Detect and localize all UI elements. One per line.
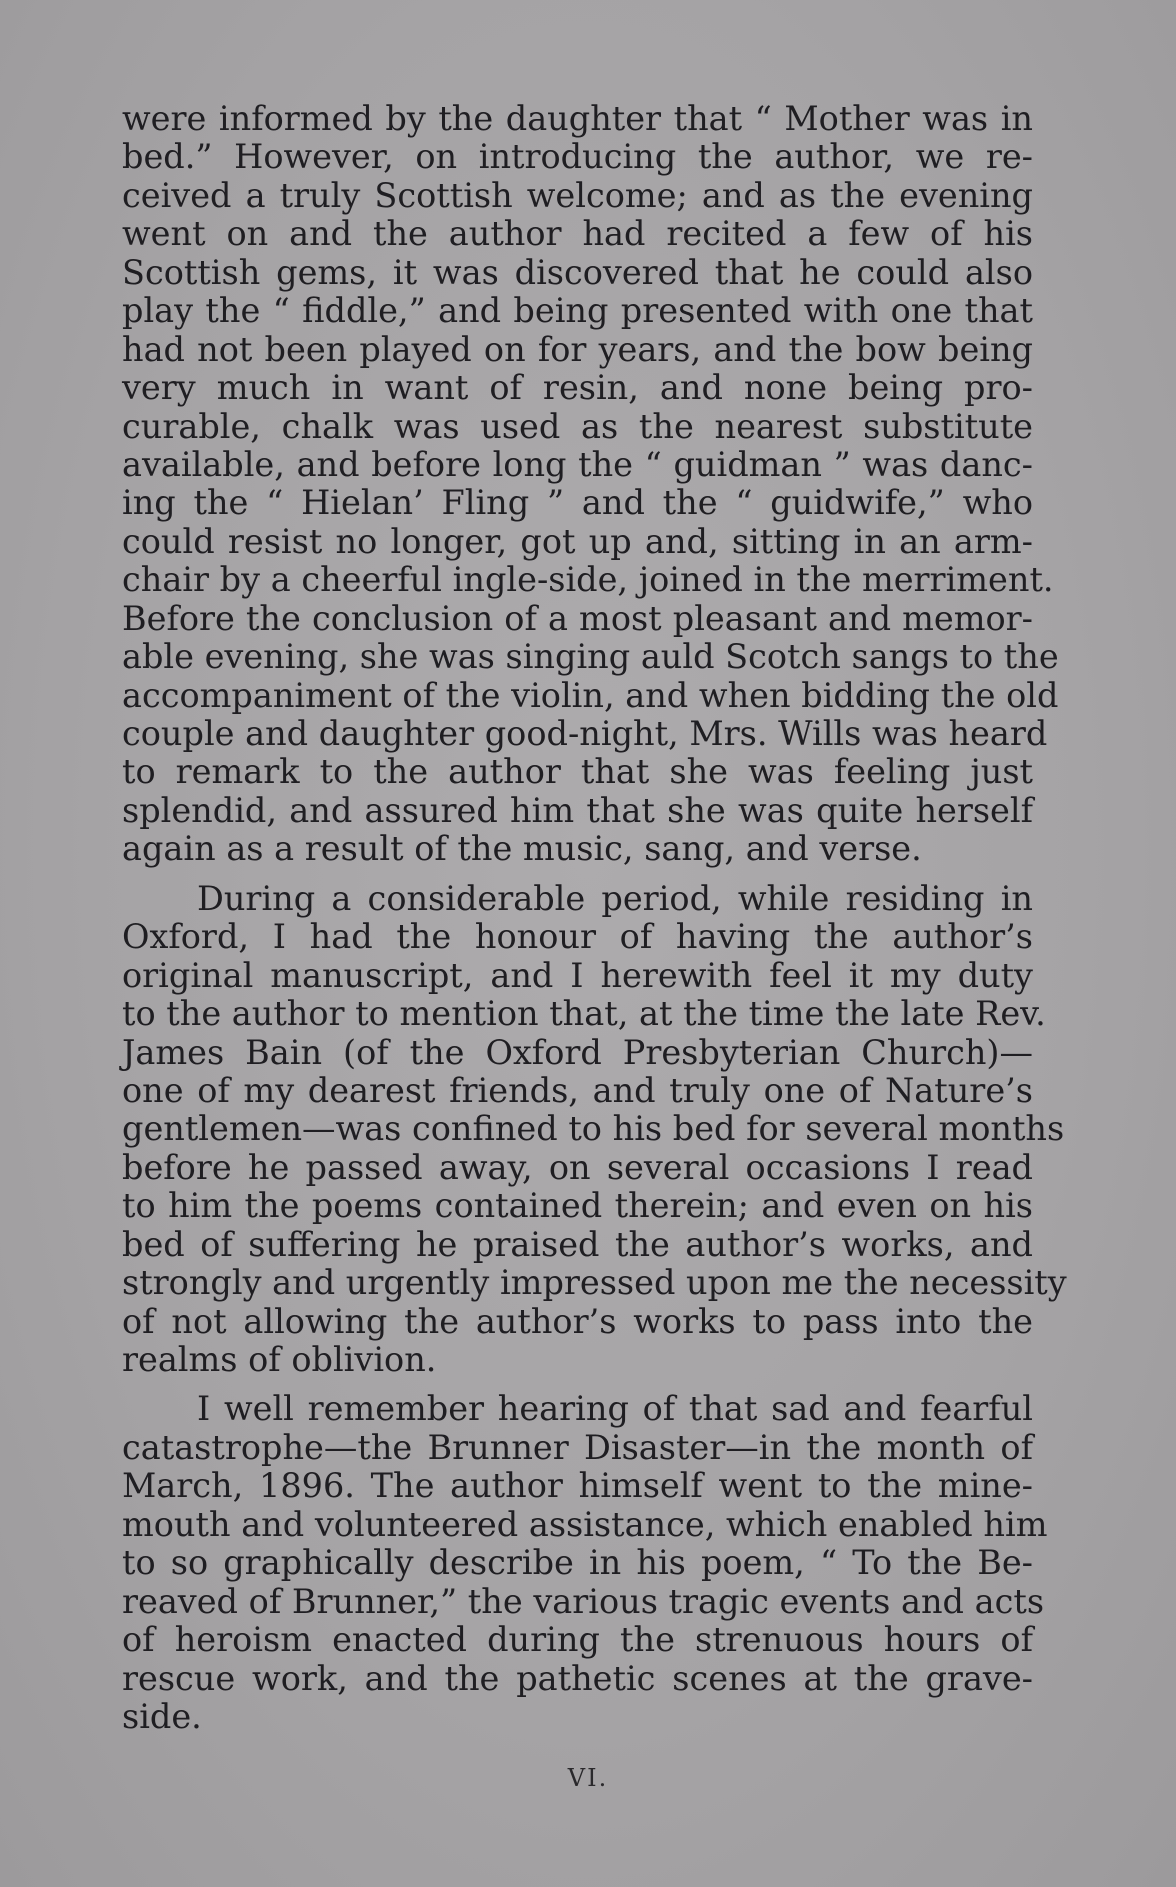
- text-line: Before the conclusion of a most pleasant and memor-: [122, 598, 1033, 638]
- text-line: rescue work, and the pathetic scenes at the grave-: [122, 1658, 1033, 1698]
- text-line: James Bain (of the Oxford Presbyterian Church)—: [122, 1032, 1033, 1072]
- paragraph-1: [122, 99, 1059, 869]
- text-line: reaved of Brunner,” the various tragic events and acts: [122, 1581, 1045, 1621]
- text-line: of heroism enacted during the strenuous hours of: [122, 1620, 1033, 1660]
- text-line: had not been played on for years, and the bow being: [122, 329, 1033, 369]
- body-text: [122, 99, 1067, 1736]
- text-line: available, and before long the “ guidman ” was danc-: [122, 444, 1033, 484]
- text-line: side.: [122, 1696, 202, 1736]
- text-line: before he passed away, on several occasions I read: [122, 1147, 1033, 1187]
- text-line: to remark to the author that she was feeling just: [122, 752, 1033, 792]
- text-line: of not allowing the author’s works to pass into the: [122, 1301, 1033, 1341]
- text-line: again as a result of the music, sang, and verse.: [122, 829, 922, 869]
- text-line: play the “ fiddle,” and being presented with one that: [122, 291, 1033, 331]
- text-line: very much in want of resin, and none being pro-: [122, 368, 1033, 408]
- text-line: couple and daughter good-night, Mrs. Wills was heard: [122, 714, 1048, 753]
- text-line: ceived a truly Scottish welcome; and as the evening: [122, 175, 1033, 215]
- text-line: realms of oblivion.: [122, 1340, 437, 1379]
- text-line: mouth and volunteered assistance, which enabled him: [122, 1504, 1048, 1544]
- paragraph-2: [122, 878, 1067, 1380]
- text-line: Scottish gems, it was discovered that he could also: [122, 252, 1033, 292]
- text-line: could resist no longer, got up and, sitting in an arm-: [122, 521, 1033, 561]
- text-line: splendid, and assured him that she was quite herself: [122, 790, 1033, 830]
- text-line: strongly and urgently impressed upon me the necessity: [122, 1263, 1067, 1303]
- text-line: gentlemen—was confined to his bed for several months: [122, 1109, 1065, 1149]
- text-line: bed.” However, on introducing the author, we re-: [122, 137, 1033, 177]
- text-line: bed of suffering he praised the author’s works, and: [122, 1224, 1033, 1264]
- text-line: During a considerable period, while residing in: [197, 878, 1033, 918]
- text-line: curable, chalk was used as the nearest substitute: [122, 406, 1033, 446]
- text-line: I well remember hearing of that sad and fearful: [197, 1389, 1033, 1429]
- text-line: went on and the author had recited a few of his: [122, 214, 1033, 254]
- text-line: original manuscript, and I herewith feel it my duty: [122, 955, 1033, 995]
- text-line: ing the “ Hielan’ Fling ” and the “ guidwife,” who: [122, 483, 1033, 523]
- text-line: Oxford, I had the honour of having the author’s: [122, 917, 1033, 957]
- text-line: were informed by the daughter that “ Mother was in: [122, 99, 1033, 138]
- text-line: one of my dearest friends, and truly one of Nature’s: [122, 1070, 1033, 1110]
- text-line: chair by a cheerful ingle-side, joined in the merriment.: [122, 560, 1054, 600]
- text-line: to him the poems contained therein; and even on his: [122, 1186, 1033, 1226]
- page-number: VI.: [567, 1764, 609, 1792]
- text-line: to the author to mention that, at the time the late Rev.: [122, 994, 1046, 1034]
- text-line: able evening, she was singing auld Scotch sangs to the: [122, 637, 1059, 677]
- paragraph-3: [122, 1389, 1048, 1736]
- text-line: catastrophe—the Brunner Disaster—in the month of: [122, 1427, 1033, 1467]
- text-line: to so graphically describe in his poem, “ To the Be-: [122, 1543, 1033, 1583]
- text-line: March, 1896. The author himself went to the mine-: [122, 1466, 1033, 1506]
- text-line: accompaniment of the violin, and when bidding the old: [122, 675, 1059, 715]
